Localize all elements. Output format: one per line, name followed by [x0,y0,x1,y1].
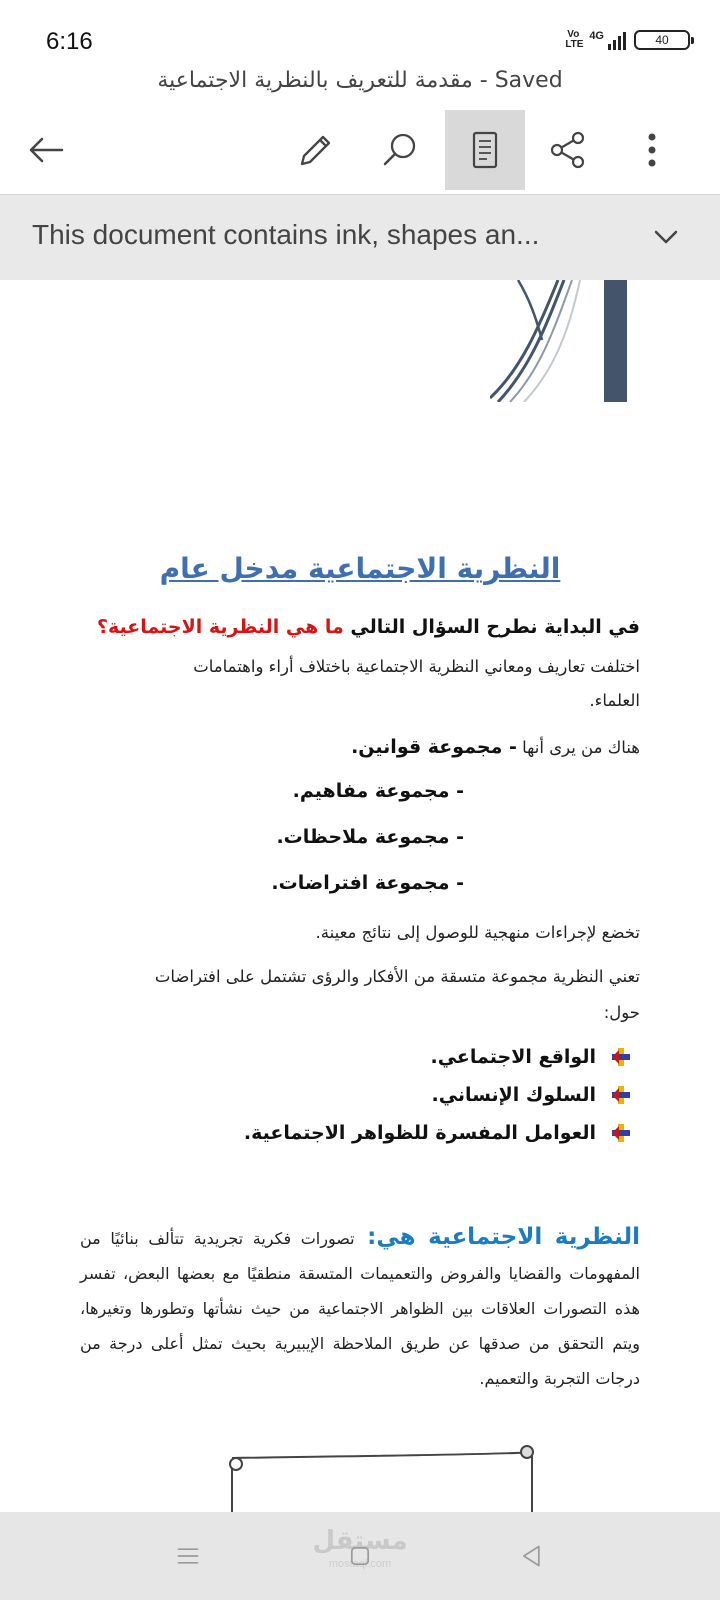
back-triangle-icon [517,1541,547,1571]
watermark-logo: مستقل [312,1526,408,1556]
banner-text: This document contains ink, shapes an... [32,219,540,250]
paragraph-3: تخضع لإجراءات منهجية للوصول إلى نتائج معينة. [315,923,640,942]
status-bar [0,0,720,68]
paragraph-2-bold: - مجموعة قوانين. [351,736,517,758]
network-type: 4G [589,30,604,42]
bullet-item [430,1046,632,1068]
volte-indicator: Vo LTE [565,29,584,50]
ink-notice-banner[interactable] [0,194,720,280]
search-button[interactable] [360,110,440,190]
question-prefix: في البداية نطرح السؤال التالي [343,616,640,638]
paragraph-1-line-1: اختلفت تعاريف ومعاني النظرية الاجتماعية باختلاف أراء واهتمامات [193,657,640,676]
mobile-view-button[interactable] [445,110,525,190]
list-item: - مجموعة مفاهيم. [292,780,464,802]
share-button[interactable] [528,110,608,190]
recent-apps-button[interactable] [166,1534,210,1578]
bullet-text: العوامل المفسرة للظواهر الاجتماعية. [243,1122,596,1144]
list-item: - مجموعة ملاحظات. [276,826,464,848]
more-options-button[interactable] [612,110,692,190]
bullet-item [431,1084,632,1106]
mobile-view-icon [463,128,507,172]
arrow-bullet-icon [610,1046,632,1068]
decorative-lines-image [490,280,640,402]
question-line [97,616,640,638]
pencil-icon [294,128,338,172]
home-button[interactable] [338,1534,382,1578]
status-icons [565,30,690,50]
search-icon [378,128,422,172]
definition-text: تصورات فكرية تجريدية تتألف بنائيًا من المفهومات والقضايا والفروض والتعميمات المتسقة منطقيًا مع بعضها البعض، تفسر هذه التصورات العلاقات بين الظواهر الاجتماعية من حيث نشأتها وتطورها وتغيرها، ويتم التحقق من صدقها عن طريق الملاحظة الإيبيرية بحيث تمثل أعلى درجة من درجات التجربة والتعميم. [80,1229,640,1388]
paragraph-1-line-2: العلماء. [589,691,640,710]
document-heading: النظرية الاجتماعية مدخل عام [159,552,561,585]
question-highlight: ما هي النظرية الاجتماعية؟ [96,616,344,638]
arrow-left-icon [24,128,68,172]
share-icon [546,128,590,172]
chevron-down-icon[interactable] [648,219,684,255]
signal-icon [589,30,626,50]
home-icon [345,1541,375,1571]
battery-icon [634,30,690,50]
bullet-text: السلوك الإنساني. [431,1084,596,1106]
edit-button[interactable] [276,110,356,190]
battery-level: 40 [655,33,669,47]
paragraph-2 [351,730,640,765]
bullet-item [244,1122,632,1144]
document-canvas[interactable] [0,280,720,1512]
watermark-url: mostaql.com [328,1558,392,1570]
scroll-shape-image [226,1444,544,1512]
arrow-bullet-icon [610,1084,632,1106]
definition-title: النظرية الاجتماعية هي: [354,1224,640,1250]
navigation-bar [0,1512,720,1600]
document-title: مقدمة للتعريف بالنظرية الاجتماعية - Saved [157,68,563,93]
paragraph-4-line-2: حول: [603,1003,640,1022]
menu-icon [173,1541,203,1571]
toolbar [0,106,720,192]
paragraph-2-prefix: هناك من يرى أنها [516,738,640,757]
status-time: 6:16 [46,28,93,55]
bullet-text: الواقع الاجتماعي. [430,1046,596,1068]
definition-paragraph [80,1220,640,1396]
paragraph-4-line-1: تعني النظرية مجموعة متسقة من الأفكار والرؤى تشتمل على افتراضات [154,967,640,986]
back-button[interactable] [6,110,86,190]
list-item: - مجموعة افتراضات. [271,872,464,894]
more-vertical-icon [630,128,674,172]
system-back-button[interactable] [510,1534,554,1578]
arrow-bullet-icon [610,1122,632,1144]
